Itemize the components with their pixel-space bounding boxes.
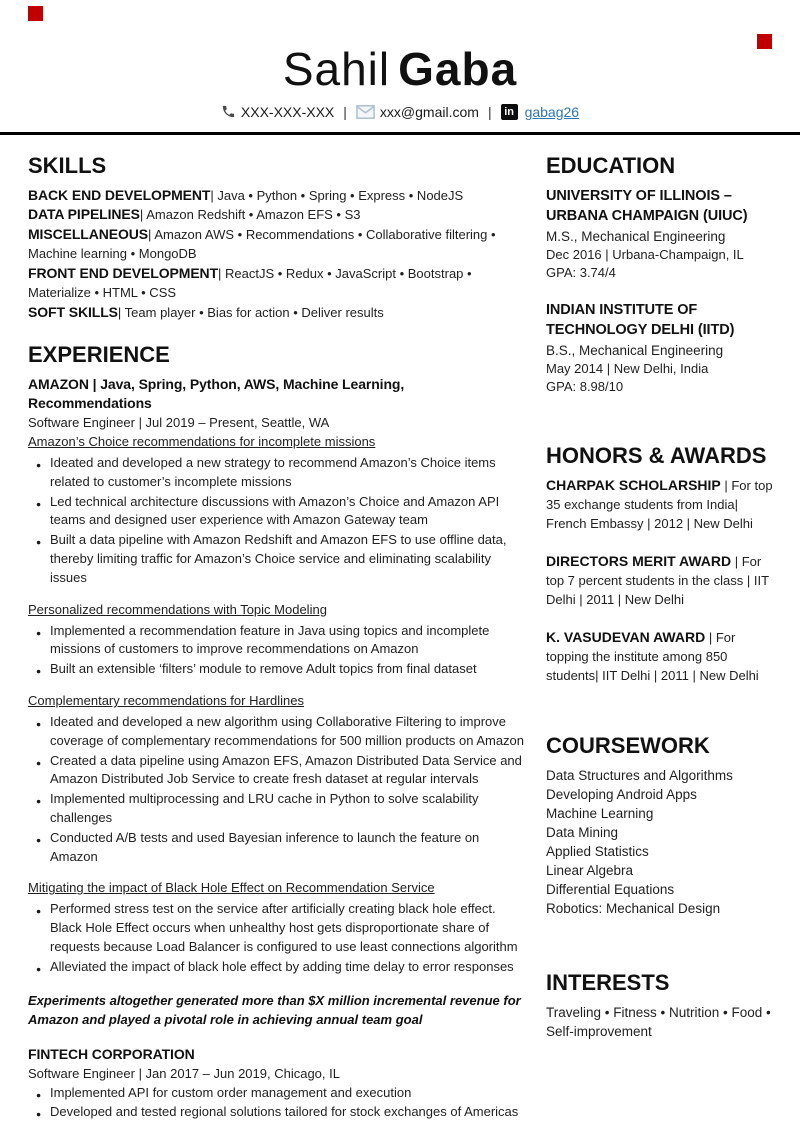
skills-section (28, 153, 528, 323)
award-name: DIRECTORS MERIT AWARD (546, 552, 732, 569)
skill-category: BACK END DEVELOPMENT (28, 186, 211, 203)
contact-line (0, 104, 800, 120)
award-name: K. VASUDEVAN AWARD (546, 628, 706, 645)
date-location: May 2014 | New Delhi, India (546, 360, 709, 376)
course-item: Applied Statistics (546, 843, 649, 859)
separator: | (210, 187, 218, 203)
degree: B.S., Mechanical Engineering (546, 342, 724, 358)
education-heading: EDUCATION (546, 152, 676, 178)
experience-section (28, 342, 528, 1122)
last-name: Gaba (398, 43, 518, 95)
separator: | (148, 226, 155, 242)
education-entry (546, 300, 776, 397)
award-name: CHARPAK SCHOLARSHIP (546, 476, 721, 493)
school-name: INDIAN INSTITUTE OF TECHNOLOGY DELHI (IITD) (546, 301, 735, 338)
degree: M.S., Mechanical Engineering (546, 228, 726, 244)
education-list (546, 186, 776, 397)
project-title: Amazon’s Choice recommendations for incomplete missions (28, 434, 376, 450)
award-description: For top 7 percent students in the class | IIT Delhi | 2011 | New Delhi (546, 553, 769, 607)
skill-items: Java • Python • Spring • Express • NodeJS (217, 187, 464, 203)
job-entry (28, 1045, 528, 1123)
job-stack: Java, Spring, Python, AWS, Machine Learning, Recommendations (28, 376, 405, 412)
skill-items: Team player • Bias for action • Deliver results (124, 304, 384, 320)
bullet-item: ● Performed stress test on the service after artificially creating black hole effect. Black Hole Effect occurs when unhealthy host gets disproportionate share of requests because Load Balancer is configured to use least connections algorithm (50, 900, 528, 956)
email-icon (356, 105, 375, 119)
skill-category: DATA PIPELINES (28, 206, 140, 223)
coursework-section (546, 733, 776, 918)
job-title (28, 1045, 528, 1064)
linkedin-link[interactable]: gabag26 (524, 103, 580, 120)
experience-heading: EXPERIENCE (28, 342, 170, 368)
bullet-item: ● Ideated and developed a new algorithm using Collaborative Filtering to improve coverage of complementary recommendations for 500 million products on Amazon (50, 713, 528, 751)
award-description: For topping the institute among 850 students| IIT Delhi | 2011 | New Delhi (546, 629, 759, 683)
right-column (546, 153, 776, 1135)
awards-list (546, 476, 776, 685)
bullet-list (28, 1084, 528, 1123)
bullet-item: ● Alleviated the impact of black hole effect by adding time delay to error responses (50, 958, 528, 977)
bullet-list (28, 713, 528, 866)
linkedin-icon: in (501, 104, 518, 120)
separator: | (218, 265, 226, 281)
bullet-item: ● Ideated and developed a new strategy to recommend Amazon’s Choice items related to customer’s incomplete missions (50, 454, 528, 492)
skill-category: MISCELLANEOUS (28, 225, 149, 242)
skills-heading: SKILLS (28, 152, 107, 178)
bullet-item: ● Developed and tested regional solutions tailored for stock exchanges of Americas (50, 1103, 528, 1122)
header (0, 44, 800, 120)
project-title: Complementary recommendations for Hardlines (28, 693, 305, 709)
left-column (28, 153, 528, 1135)
interests-heading: INTERESTS (546, 969, 670, 995)
course-item: Robotics: Mechanical Design (546, 900, 721, 916)
skill-line (28, 264, 528, 303)
project-title: Mitigating the impact of Black Hole Effect on Recommendation Service (28, 880, 435, 896)
job-role-line: Software Engineer | Jul 2019 – Present, Seattle, WA (28, 415, 330, 431)
skill-items: Amazon AWS • Recommendations • Collaborative filtering • Machine learning • MongoDB (28, 226, 496, 262)
skill-items: ReactJS • Redux • JavaScript • Bootstrap • Materialize • HTML • CSS (28, 265, 472, 301)
award-entry (546, 628, 776, 685)
award-entry (546, 476, 776, 533)
project-title: Personalized recommendations with Topic Modeling (28, 601, 327, 617)
education-entry (546, 186, 776, 283)
honors-section (546, 443, 776, 685)
red-marker-top-right (757, 34, 772, 49)
skill-line (28, 205, 528, 225)
company-name: AMAZON (28, 376, 89, 393)
separator: | (487, 103, 492, 120)
award-entry (546, 552, 776, 609)
phone-number: XXX-XXX-XXX (240, 103, 335, 120)
content (0, 135, 800, 1135)
company-name: FINTECH CORPORATION (28, 1045, 195, 1062)
bullet-item: ● Implemented multiprocessing and LRU cache in Python to solve scalability challenges (50, 790, 528, 828)
skill-category: SOFT SKILLS (28, 303, 118, 320)
separator: | (705, 629, 716, 645)
bullet-item: ● Built a data pipeline with Amazon Redshift and Amazon EFS to use offline data, thereby limiting traffic for Amazon’s Choice service and eliminating scalability issues (50, 531, 528, 587)
course-item: Data Structures and Algorithms (546, 767, 733, 783)
bullet-item: ● Implemented API for custom order management and execution (50, 1084, 528, 1103)
separator: | (731, 553, 742, 569)
interests-section (546, 970, 776, 1041)
course-list (546, 766, 776, 918)
jobs-list (28, 375, 528, 1122)
skill-line (28, 186, 528, 206)
course-item: Developing Android Apps (546, 786, 697, 802)
email-address: xxx@gmail.com (379, 103, 479, 120)
school-name: UNIVERSITY OF ILLINOIS – URBANA CHAMPAIGN (UIUC) (546, 187, 748, 224)
bullet-item: ● Built an extensible ‘filters’ module to remove Adult topics from final dataset (50, 660, 528, 679)
separator: | (117, 304, 125, 320)
separator: | (343, 103, 347, 120)
phone-icon (221, 104, 236, 119)
bullet-list (28, 454, 528, 588)
bullet-item: ● Created a data pipeline using Amazon EFS, Amazon Distributed Data Service and Amazon Distributed Job Service to create fresh dataset at regular intervals (50, 752, 528, 790)
honors-heading: HONORS & AWARDS (546, 442, 767, 468)
job-summary: Experiments altogether generated more than $X million incremental revenue for Amazon and played a pivotal role in achieving annual team goal (28, 992, 521, 1027)
bullet-item: ● Implemented a recommendation feature in Java using topics and incomplete missions of customers to improve recommendations on Amazon (50, 622, 528, 660)
course-item: Differential Equations (546, 881, 675, 897)
course-item: Machine Learning (546, 805, 654, 821)
gpa: GPA: 3.74/4 (546, 265, 616, 281)
person-name (0, 44, 800, 95)
job-role-line: Software Engineer | Jan 2017 – Jun 2019, Chicago, IL (28, 1065, 340, 1081)
award-description: For top 35 exchange students from India| French Embassy | 2012 | New Delhi (546, 477, 773, 531)
skills-list (28, 186, 528, 323)
course-item: Linear Algebra (546, 862, 634, 878)
red-marker-top-left (28, 6, 43, 21)
bullet-list (28, 622, 528, 679)
skill-items: Amazon Redshift • Amazon EFS • S3 (146, 207, 361, 223)
skill-line (28, 225, 528, 264)
separator: | (88, 376, 101, 393)
bullet-item: ● Conducted A/B tests and used Bayesian inference to launch the feature on Amazon (50, 829, 528, 867)
education-section (546, 153, 776, 397)
coursework-heading: COURSEWORK (546, 732, 710, 758)
skill-category: FRONT END DEVELOPMENT (28, 264, 219, 281)
bullet-item: ● Led technical architecture discussions with Amazon’s Choice and Amazon API teams and designed user experience with Amazon Gateway team (50, 493, 528, 531)
date-location: Dec 2016 | Urbana-Champaign, IL (546, 246, 744, 262)
separator: | (720, 477, 732, 493)
first-name: Sahil (282, 43, 391, 95)
gpa: GPA: 8.98/10 (546, 379, 624, 395)
job-entry (28, 375, 528, 1029)
interests-list: Traveling • Fitness • Nutrition • Food • Self-improvement (546, 1004, 771, 1039)
job-title (28, 375, 528, 413)
skill-line (28, 303, 528, 323)
bullet-list (28, 900, 528, 976)
separator: | (139, 207, 147, 223)
course-item: Data Mining (546, 824, 619, 840)
